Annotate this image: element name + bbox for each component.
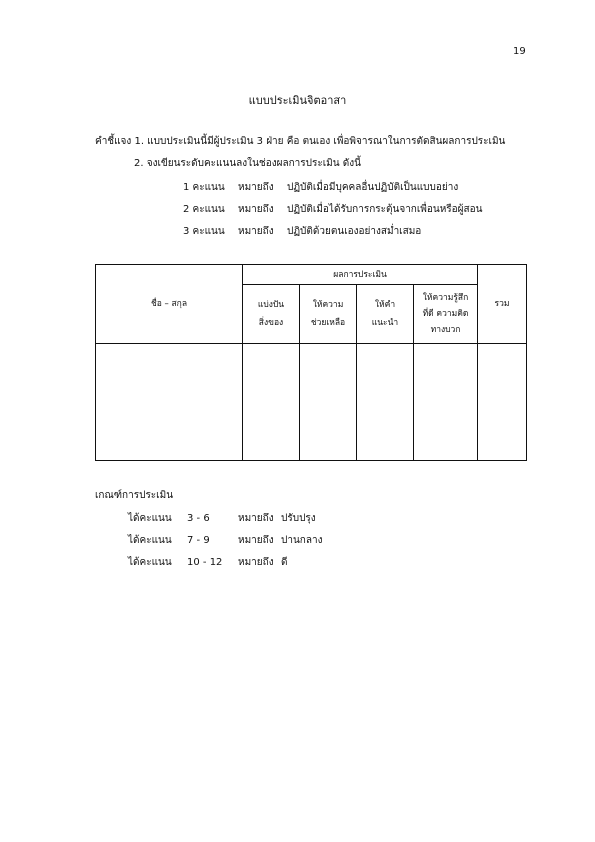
criterion-header-line: ช่วยเหลือ [310, 318, 346, 328]
score-level-1-means: หมายถึง [238, 182, 274, 193]
name-cell[interactable] [96, 344, 243, 461]
criteria-row-3-range: 10 - 12 [187, 557, 223, 568]
criterion-header-line: ทางบวก [430, 325, 461, 335]
criterion-header-positive-attitude [414, 285, 478, 344]
criterion-header-helping [300, 285, 357, 344]
score-level-3-desc: ปฏิบัติด้วยตนเองอย่างสม่ำเสมอ [287, 226, 422, 237]
page-title: แบบประเมินจิตอาสา [248, 94, 347, 107]
criterion-header-line: แบ่งปัน [257, 300, 285, 310]
criteria-row-2-range: 7 - 9 [187, 535, 210, 546]
criteria-heading: เกณฑ์การประเมิน [95, 490, 174, 501]
score-level-3-means: หมายถึง [238, 226, 274, 237]
score-level-2-desc: ปฏิบัติเมื่อได้รับการกระตุ้นจากเพื่อนหรือผู้สอน [287, 204, 483, 215]
evaluation-table [95, 264, 527, 461]
score-level-1-score: 1 คะแนน [183, 182, 225, 193]
criteria-row-3-label: ได้คะแนน [128, 557, 172, 568]
criteria-row-1-label: ได้คะแนน [128, 513, 172, 524]
criterion-header-line: สิ่งของ [258, 318, 284, 328]
total-cell[interactable] [478, 344, 527, 461]
criteria-row-1-means: หมายถึง [238, 513, 274, 524]
name-column-header: ชื่อ – สกุล [96, 265, 243, 344]
criterion-header-advising [357, 285, 414, 344]
score-level-1-desc: ปฏิบัติเมื่อมีบุคคลอื่นปฏิบัติเป็นแบบอย่าง [287, 182, 459, 193]
score-cell[interactable] [414, 344, 478, 461]
criterion-header-line: ให้ความ [312, 300, 344, 310]
criterion-header-line: ให้ความรู้สึก [422, 293, 469, 303]
score-level-2-score: 2 คะแนน [183, 204, 225, 215]
criteria-row-2-level: ปานกลาง [281, 535, 323, 546]
criterion-header-line: ให้คำ [374, 300, 396, 310]
criterion-header-line: แนะนำ [371, 318, 399, 328]
instruction-line-2: 2. จงเขียนระดับคะแนนลงในช่องผลการประเมิน ดังนี้ [134, 158, 361, 169]
criteria-row-3-means: หมายถึง [238, 557, 274, 568]
score-cell[interactable] [300, 344, 357, 461]
criteria-row-1-range: 3 - 6 [187, 513, 210, 524]
total-column-header: รวม [478, 265, 527, 344]
score-level-3-score: 3 คะแนน [183, 226, 225, 237]
criteria-row-1-level: ปรับปรุง [281, 513, 316, 524]
instruction-line-1: คำชี้แจง 1. แบบประเมินนี้มีผู้ประเมิน 3 ฝ่าย คือ ตนเอง เพื่อพิจารณาในการตัดสินผลการประเมิน [95, 136, 506, 147]
criterion-header-sharing [243, 285, 300, 344]
criteria-row-3-level: ดี [281, 557, 288, 568]
criteria-row-2-means: หมายถึง [238, 535, 274, 546]
criteria-row-2-label: ได้คะแนน [128, 535, 172, 546]
score-cell[interactable] [357, 344, 414, 461]
criterion-header-line: ที่ดี ความคิด [422, 309, 469, 319]
page-number: 19 [513, 46, 526, 57]
score-level-2-means: หมายถึง [238, 204, 274, 215]
evaluation-result-header: ผลการประเมิน [243, 265, 478, 285]
table-row [96, 344, 527, 461]
score-cell[interactable] [243, 344, 300, 461]
